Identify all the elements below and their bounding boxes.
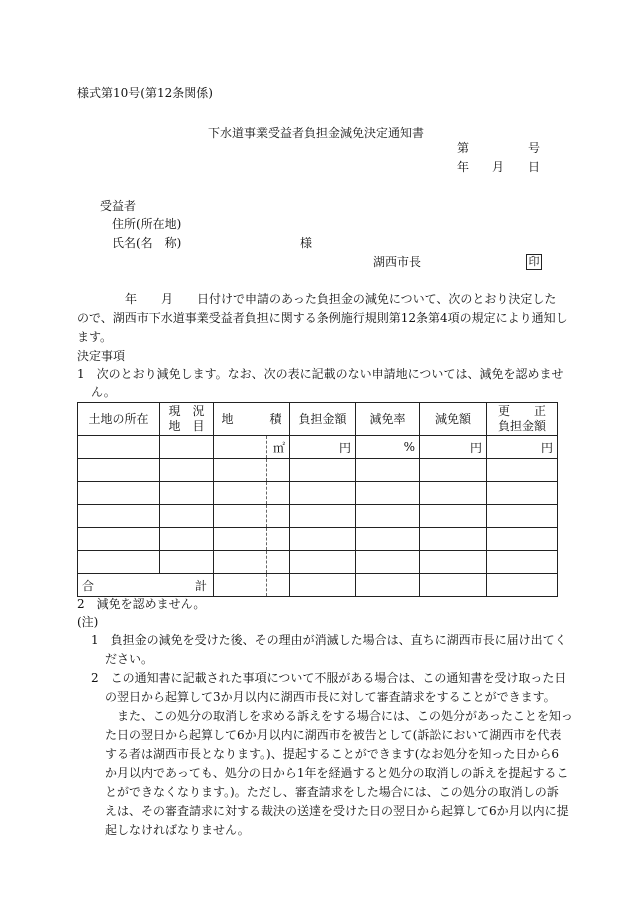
header-corrected: 更 正 負担金額 [487, 403, 558, 436]
header-reduction: 減免額 [420, 403, 487, 436]
unit-charge: 円 [290, 436, 356, 459]
table-header-row [78, 403, 558, 436]
date-day: 日 [528, 160, 541, 174]
header-area: 地 積 [214, 403, 290, 436]
header-rate: 減免率 [356, 403, 420, 436]
item1-line2: ん。 [91, 385, 116, 399]
note2-line: えは、その審査請求に対する裁決の送達を受けた日の翌日から起算して6か月以内に提 [105, 804, 569, 818]
document-title: 下水道事業受益者負担金減免決定通知書 [208, 126, 425, 140]
body-month: 月 [161, 292, 174, 306]
ref-dai: 第 [457, 141, 470, 155]
header-location: 土地の所在 [78, 403, 160, 436]
note2-line: また、この処分の取消しを求める訴えをする場合には、この処分があったことを知っ [105, 709, 573, 723]
body-text-line1: 日付けで申請のあった負担金の減免について、次のとおり決定した [197, 292, 557, 306]
note1-line1: 1 負担金の減免を受けた後、その理由が消滅した場合は、直ちに湖西市長に届け出てく [91, 633, 567, 647]
body-text-line3: ます。 [77, 330, 113, 344]
notes-heading: (注) [77, 615, 99, 629]
note2-line: か月以内であっても、処分の日から1年を経過すると処分の取消しの訴えを提起するこ [105, 766, 569, 780]
header-charge: 負担金額 [290, 403, 356, 436]
reduction-table [77, 402, 558, 597]
recipient-name: 氏名(名 称) [112, 236, 182, 250]
item1-line1: 1 次のとおり減免します。なお、次の表に記載のない申請地については、減免を認めませ [77, 367, 564, 381]
body-year: 年 [125, 292, 138, 306]
decision-heading: 決定事項 [77, 349, 126, 363]
unit-corrected: 円 [487, 436, 558, 459]
date-month: 月 [492, 160, 505, 174]
unit-reduction: 円 [420, 436, 487, 459]
unit-rate: % [356, 436, 420, 459]
header-current-land: 現 況 地 目 [160, 403, 214, 436]
recipient-sama: 様 [300, 236, 313, 250]
table-total-row [78, 574, 558, 597]
note1-line2: ださい。 [105, 652, 154, 666]
note2-line: 起しなければなりません。 [105, 823, 250, 837]
body-text-line2: ので、湖西市下水道事業受益者負担に関する条例施行規則第12条第4項の規定により通知し [77, 311, 568, 325]
table-row [78, 551, 558, 574]
ref-go: 号 [528, 141, 541, 155]
seal-mark: 印 [526, 254, 542, 270]
recipient-heading: 受益者 [100, 199, 137, 213]
table-row [78, 459, 558, 482]
table-unit-row [78, 436, 558, 459]
note2-line: する者は湖西市長となります。)、提起することができます(なお処分を知った日から6 [105, 747, 560, 761]
note2-line: 2 この通知書に記載された事項について不服がある場合は、この通知書を受け取った日 [91, 671, 567, 685]
table-row [78, 528, 558, 551]
note2-line: の翌日から起算して3か月以内に湖西市長に対して審査請求をすることができます。 [105, 690, 556, 704]
recipient-address: 住所(所在地) [112, 217, 182, 231]
form-number: 様式第10号(第12条関係) [77, 86, 213, 100]
unit-area: ㎡ [214, 436, 290, 459]
note2-line: とができなくなります。)。ただし、審査請求をした場合には、この処分の取消しの訴 [105, 785, 559, 799]
date-year: 年 [457, 160, 470, 174]
item2: 2 減免を認めません。 [77, 597, 206, 611]
total-label: 合 計 [78, 574, 214, 597]
issuer-name: 湖西市長 [373, 255, 422, 269]
table-row [78, 482, 558, 505]
table-row [78, 505, 558, 528]
note2-line: た日の翌日から起算して6か月以内に湖西市を被告として(訴訟において湖西市を代表 [105, 728, 562, 742]
